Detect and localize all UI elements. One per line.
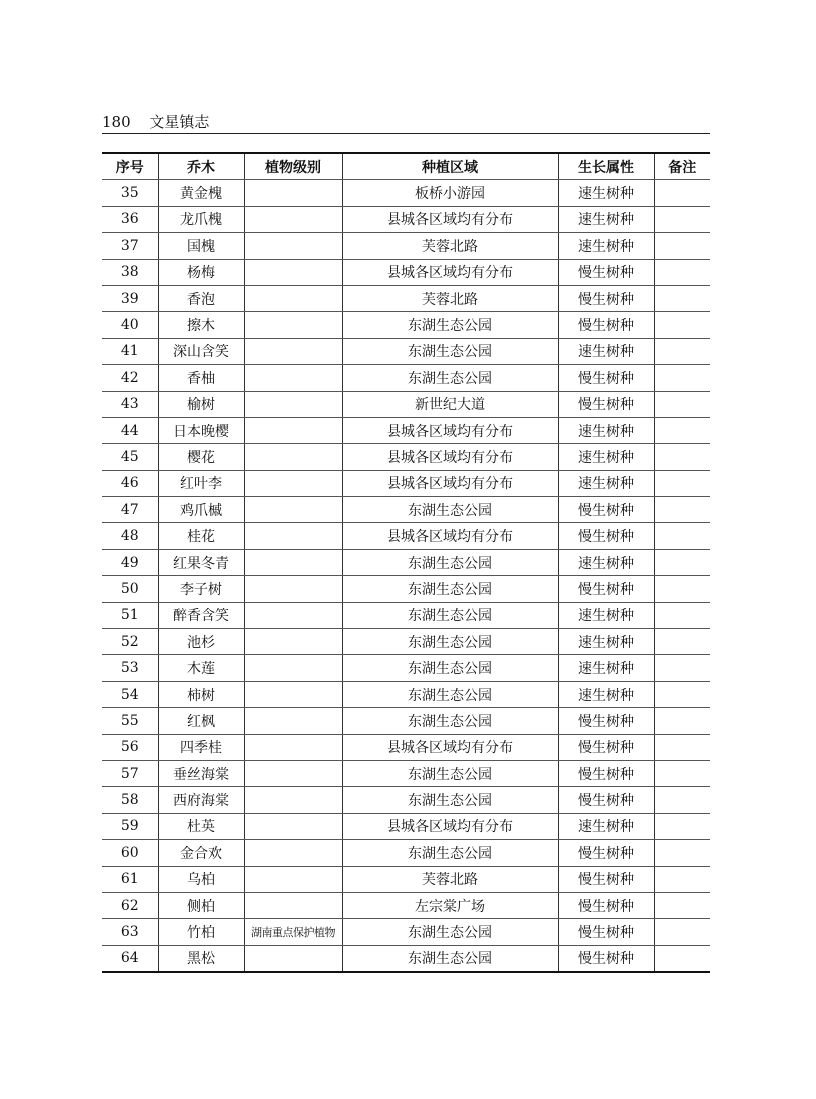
cell-index: 52 (102, 629, 158, 655)
cell-tree: 木莲 (158, 655, 244, 681)
cell-area: 东湖生态公园 (342, 681, 558, 707)
cell-tree: 西府海棠 (158, 787, 244, 813)
cell-area: 东湖生态公园 (342, 576, 558, 602)
cell-level (244, 602, 342, 628)
cell-area: 东湖生态公园 (342, 338, 558, 364)
tree-table (102, 152, 710, 973)
cell-level (244, 655, 342, 681)
cell-area: 东湖生态公园 (342, 365, 558, 391)
table-row (102, 734, 710, 760)
cell-level (244, 787, 342, 813)
cell-tree: 四季桂 (158, 734, 244, 760)
cell-remarks (654, 417, 710, 443)
table-row (102, 866, 710, 892)
cell-level (244, 681, 342, 707)
cell-growth: 速生树种 (558, 629, 654, 655)
table-row (102, 629, 710, 655)
cell-area: 县城各区域均有分布 (342, 813, 558, 839)
table-row (102, 655, 710, 681)
cell-tree: 竹柏 (158, 919, 244, 945)
cell-index: 46 (102, 470, 158, 496)
cell-remarks (654, 576, 710, 602)
cell-level (244, 708, 342, 734)
cell-remarks (654, 919, 710, 945)
cell-index: 53 (102, 655, 158, 681)
table-row (102, 945, 710, 972)
cell-tree: 桂花 (158, 523, 244, 549)
cell-remarks (654, 708, 710, 734)
cell-area: 芙蓉北路 (342, 233, 558, 259)
cell-area: 芙蓉北路 (342, 866, 558, 892)
table-row (102, 233, 710, 259)
cell-remarks (654, 892, 710, 918)
cell-index: 39 (102, 285, 158, 311)
cell-index: 43 (102, 391, 158, 417)
cell-remarks (654, 629, 710, 655)
page-header (102, 113, 710, 134)
cell-tree: 杜英 (158, 813, 244, 839)
cell-area: 东湖生态公园 (342, 760, 558, 786)
cell-area: 东湖生态公园 (342, 787, 558, 813)
cell-growth: 慢生树种 (558, 866, 654, 892)
cell-tree: 醉香含笑 (158, 602, 244, 628)
cell-remarks (654, 866, 710, 892)
cell-area: 东湖生态公园 (342, 549, 558, 575)
cell-tree: 柿树 (158, 681, 244, 707)
cell-level (244, 813, 342, 839)
table-row (102, 259, 710, 285)
table-row (102, 602, 710, 628)
cell-index: 44 (102, 417, 158, 443)
table-row (102, 892, 710, 918)
cell-index: 58 (102, 787, 158, 813)
table-row (102, 180, 710, 206)
cell-level (244, 417, 342, 443)
cell-remarks (654, 840, 710, 866)
cell-remarks (654, 681, 710, 707)
cell-level (244, 840, 342, 866)
cell-index: 48 (102, 523, 158, 549)
cell-remarks (654, 523, 710, 549)
cell-growth: 慢生树种 (558, 708, 654, 734)
cell-growth: 速生树种 (558, 417, 654, 443)
page-number: 180 (102, 113, 131, 131)
cell-index: 37 (102, 233, 158, 259)
cell-area: 东湖生态公园 (342, 708, 558, 734)
cell-area: 东湖生态公园 (342, 602, 558, 628)
cell-level (244, 180, 342, 206)
cell-remarks (654, 312, 710, 338)
table-row (102, 760, 710, 786)
cell-growth: 慢生树种 (558, 787, 654, 813)
cell-tree: 香泡 (158, 285, 244, 311)
cell-growth: 慢生树种 (558, 576, 654, 602)
cell-index: 64 (102, 945, 158, 972)
table-row (102, 681, 710, 707)
cell-area: 板桥小游园 (342, 180, 558, 206)
table-row (102, 206, 710, 232)
table-row (102, 549, 710, 575)
table-row (102, 813, 710, 839)
cell-level (244, 497, 342, 523)
cell-remarks (654, 206, 710, 232)
cell-index: 62 (102, 892, 158, 918)
table-row (102, 787, 710, 813)
cell-remarks (654, 734, 710, 760)
cell-remarks (654, 259, 710, 285)
cell-level (244, 892, 342, 918)
table-row (102, 523, 710, 549)
table-body (102, 180, 710, 972)
cell-index: 55 (102, 708, 158, 734)
header-area: 种植区域 (342, 153, 558, 180)
cell-area: 新世纪大道 (342, 391, 558, 417)
cell-area: 县城各区域均有分布 (342, 734, 558, 760)
cell-growth: 慢生树种 (558, 919, 654, 945)
cell-area: 县城各区域均有分布 (342, 523, 558, 549)
cell-growth: 慢生树种 (558, 892, 654, 918)
cell-index: 47 (102, 497, 158, 523)
cell-level (244, 523, 342, 549)
cell-level (244, 576, 342, 602)
cell-level (244, 285, 342, 311)
table-row (102, 919, 710, 945)
cell-remarks (654, 945, 710, 972)
cell-index: 42 (102, 365, 158, 391)
cell-growth: 慢生树种 (558, 259, 654, 285)
cell-growth: 慢生树种 (558, 391, 654, 417)
cell-tree: 深山含笑 (158, 338, 244, 364)
cell-tree: 侧柏 (158, 892, 244, 918)
cell-growth: 慢生树种 (558, 760, 654, 786)
table-row (102, 417, 710, 443)
cell-area: 东湖生态公园 (342, 312, 558, 338)
cell-growth: 慢生树种 (558, 365, 654, 391)
cell-area: 县城各区域均有分布 (342, 470, 558, 496)
cell-level (244, 470, 342, 496)
cell-remarks (654, 549, 710, 575)
cell-growth: 速生树种 (558, 180, 654, 206)
header-level: 植物级别 (244, 153, 342, 180)
header-index: 序号 (102, 153, 158, 180)
cell-area: 东湖生态公园 (342, 840, 558, 866)
cell-index: 41 (102, 338, 158, 364)
cell-index: 36 (102, 206, 158, 232)
cell-remarks (654, 365, 710, 391)
cell-tree: 红果冬青 (158, 549, 244, 575)
cell-area: 县城各区域均有分布 (342, 206, 558, 232)
cell-tree: 香柚 (158, 365, 244, 391)
cell-level (244, 444, 342, 470)
cell-level (244, 945, 342, 972)
cell-area: 东湖生态公园 (342, 497, 558, 523)
cell-tree: 国槐 (158, 233, 244, 259)
cell-remarks (654, 470, 710, 496)
table-row (102, 497, 710, 523)
cell-remarks (654, 444, 710, 470)
cell-tree: 垂丝海棠 (158, 760, 244, 786)
header-remarks: 备注 (654, 153, 710, 180)
cell-level (244, 312, 342, 338)
cell-area: 县城各区域均有分布 (342, 259, 558, 285)
cell-level (244, 629, 342, 655)
cell-index: 57 (102, 760, 158, 786)
cell-index: 45 (102, 444, 158, 470)
table-row (102, 840, 710, 866)
cell-tree: 金合欢 (158, 840, 244, 866)
cell-remarks (654, 655, 710, 681)
cell-level (244, 259, 342, 285)
cell-index: 61 (102, 866, 158, 892)
cell-level: 湖南重点保护植物 (244, 919, 342, 945)
cell-growth: 速生树种 (558, 206, 654, 232)
cell-growth: 慢生树种 (558, 840, 654, 866)
cell-index: 51 (102, 602, 158, 628)
table-row (102, 708, 710, 734)
cell-index: 63 (102, 919, 158, 945)
table-row (102, 470, 710, 496)
table-row (102, 576, 710, 602)
cell-area: 东湖生态公园 (342, 919, 558, 945)
cell-growth: 慢生树种 (558, 312, 654, 338)
cell-remarks (654, 338, 710, 364)
cell-growth: 速生树种 (558, 549, 654, 575)
cell-remarks (654, 233, 710, 259)
cell-index: 56 (102, 734, 158, 760)
cell-growth: 速生树种 (558, 233, 654, 259)
cell-area: 东湖生态公园 (342, 945, 558, 972)
cell-growth: 速生树种 (558, 681, 654, 707)
cell-growth: 速生树种 (558, 444, 654, 470)
cell-growth: 速生树种 (558, 602, 654, 628)
cell-remarks (654, 787, 710, 813)
cell-area: 东湖生态公园 (342, 629, 558, 655)
cell-index: 49 (102, 549, 158, 575)
cell-level (244, 734, 342, 760)
cell-tree: 乌柏 (158, 866, 244, 892)
cell-growth: 慢生树种 (558, 497, 654, 523)
cell-area: 左宗棠广场 (342, 892, 558, 918)
cell-growth: 慢生树种 (558, 285, 654, 311)
cell-remarks (654, 813, 710, 839)
cell-remarks (654, 180, 710, 206)
cell-growth: 速生树种 (558, 655, 654, 681)
table-row (102, 391, 710, 417)
cell-tree: 李子树 (158, 576, 244, 602)
cell-tree: 樱花 (158, 444, 244, 470)
cell-index: 50 (102, 576, 158, 602)
cell-growth: 速生树种 (558, 338, 654, 364)
cell-index: 38 (102, 259, 158, 285)
cell-level (244, 866, 342, 892)
cell-growth: 慢生树种 (558, 734, 654, 760)
cell-index: 59 (102, 813, 158, 839)
cell-growth: 速生树种 (558, 813, 654, 839)
cell-tree: 擦木 (158, 312, 244, 338)
cell-level (244, 233, 342, 259)
cell-remarks (654, 602, 710, 628)
cell-tree: 鸡爪槭 (158, 497, 244, 523)
cell-level (244, 391, 342, 417)
cell-area: 东湖生态公园 (342, 655, 558, 681)
cell-level (244, 338, 342, 364)
cell-level (244, 760, 342, 786)
table-row (102, 312, 710, 338)
cell-tree: 黑松 (158, 945, 244, 972)
cell-index: 54 (102, 681, 158, 707)
cell-remarks (654, 497, 710, 523)
cell-tree: 榆树 (158, 391, 244, 417)
cell-growth: 速生树种 (558, 470, 654, 496)
cell-tree: 杨梅 (158, 259, 244, 285)
cell-tree: 红叶李 (158, 470, 244, 496)
cell-growth: 慢生树种 (558, 523, 654, 549)
header-growth: 生长属性 (558, 153, 654, 180)
table-row (102, 285, 710, 311)
cell-level (244, 365, 342, 391)
cell-tree: 红枫 (158, 708, 244, 734)
table-row (102, 338, 710, 364)
cell-level (244, 206, 342, 232)
table-row (102, 444, 710, 470)
cell-remarks (654, 391, 710, 417)
cell-tree: 黄金槐 (158, 180, 244, 206)
book-title: 文星镇志 (149, 113, 210, 131)
cell-remarks (654, 760, 710, 786)
table-header-row (102, 153, 710, 180)
table-row (102, 365, 710, 391)
cell-area: 芙蓉北路 (342, 285, 558, 311)
cell-area: 县城各区域均有分布 (342, 417, 558, 443)
cell-tree: 日本晚樱 (158, 417, 244, 443)
cell-level (244, 549, 342, 575)
cell-index: 35 (102, 180, 158, 206)
cell-tree: 龙爪槐 (158, 206, 244, 232)
cell-growth: 慢生树种 (558, 945, 654, 972)
cell-area: 县城各区域均有分布 (342, 444, 558, 470)
cell-index: 60 (102, 840, 158, 866)
cell-index: 40 (102, 312, 158, 338)
cell-tree: 池杉 (158, 629, 244, 655)
cell-remarks (654, 285, 710, 311)
header-tree: 乔木 (158, 153, 244, 180)
